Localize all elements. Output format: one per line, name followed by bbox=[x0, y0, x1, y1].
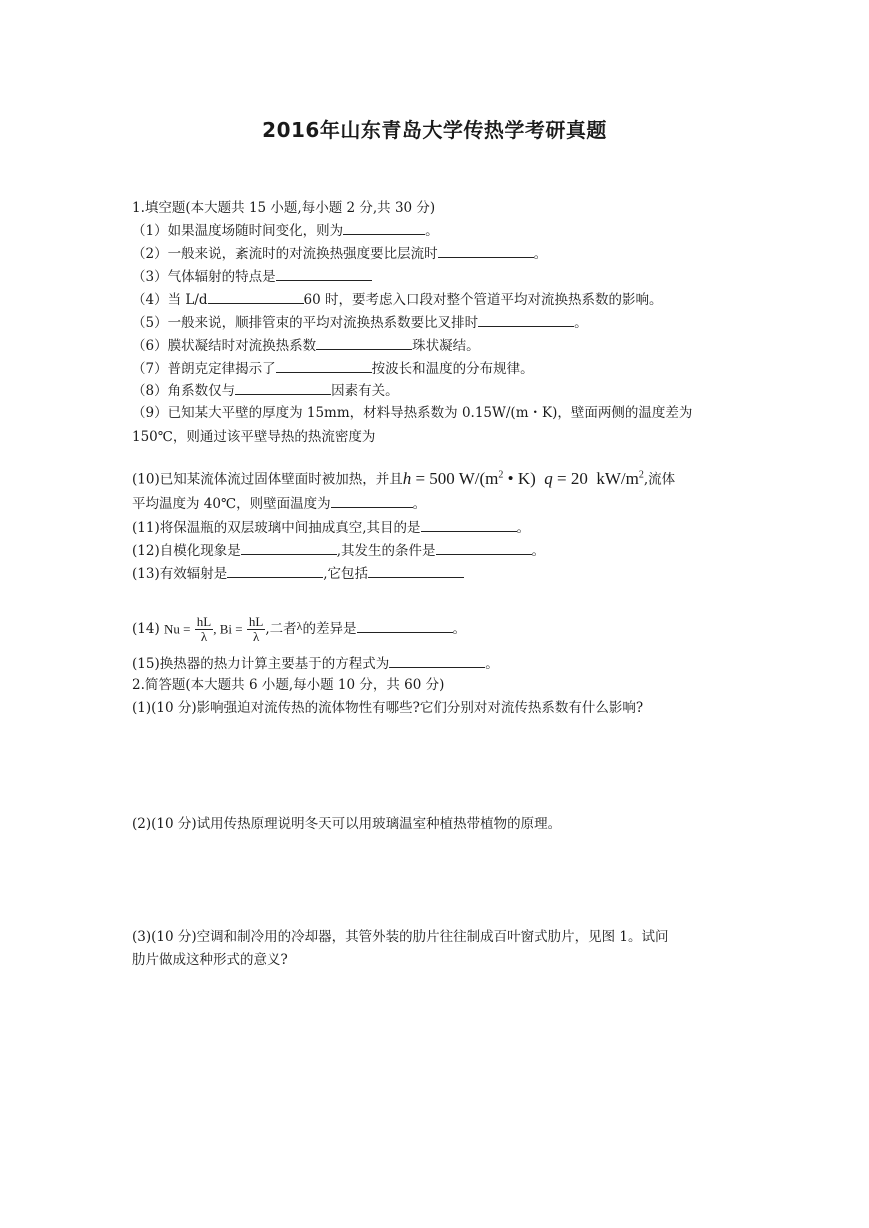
answer-blank[interactable] bbox=[241, 541, 337, 555]
answer-blank[interactable] bbox=[421, 518, 517, 532]
question-2-3-line1: (3)(10 分)空调和制冷用的冷却器，其管外装的肋片往往制成百叶窗式肋片，见图 1。试问 bbox=[132, 929, 669, 945]
nusselt-formula: Nu = bbox=[164, 621, 191, 637]
question-1-1: （1）如果温度场随时间变化，则为 。 bbox=[132, 223, 439, 239]
fraction-hl-lambda: $\frac{hL}{\lambda}$ bbox=[196, 614, 212, 644]
question-1-11: (11)将保温瓶的双层玻璃中间抽成真空,其目的是 。 bbox=[132, 520, 531, 536]
question-1-14: (14) Nu = $\frac{hL}{\lambda}$ , Bi = $\frac{hL}{\lambda}$ ,二者λ的差异是 。 bbox=[132, 614, 466, 644]
question-1-13: (13)有效辐射是 ,它包括 bbox=[132, 564, 464, 583]
question-1-10: (10)已知某流体流过固体壁面时被加热，并且h = 500 $W/(m^2$ • K) q = 20 $kW/m^2$,流体 bbox=[132, 468, 676, 488]
answer-blank[interactable] bbox=[276, 267, 372, 281]
question-2-1: (1)(10 分)影响强迫对流传热的流体物性有哪些?它们分别对对流传热系数有什么影响? bbox=[132, 700, 644, 716]
question-1-10-line2: 平均温度为 40℃，则壁面温度为 。 bbox=[132, 496, 427, 512]
question-1-2: （2）一般来说，紊流时的对流换热强度要比层流时 。 bbox=[132, 246, 548, 262]
question-1-8: （8）角系数仅与 因素有关。 bbox=[132, 383, 399, 399]
answer-blank[interactable] bbox=[343, 221, 425, 235]
question-1-12: (12)自模化现象是 ,其发生的条件是 。 bbox=[132, 543, 546, 559]
answer-blank[interactable] bbox=[357, 619, 453, 633]
question-1-9-line2: 150℃，则通过该平壁导热的热流密度为 bbox=[132, 429, 376, 445]
answer-blank[interactable] bbox=[235, 381, 331, 395]
answer-blank[interactable] bbox=[276, 359, 372, 373]
answer-blank[interactable] bbox=[368, 564, 464, 578]
question-1-6: （6）膜状凝结时对流换热系数 珠状凝结。 bbox=[132, 338, 480, 354]
fraction-hl-lambda: $\frac{hL}{\lambda}$ bbox=[248, 614, 264, 644]
answer-blank[interactable] bbox=[208, 290, 304, 304]
question-1-9-line1: （9）已知某大平壁的厚度为 15mm，材料导热系数为 0.15W/(m・K)，壁面两侧的温度差为 bbox=[132, 405, 693, 421]
answer-blank[interactable] bbox=[316, 336, 412, 350]
question-1-5: （5）一般来说，顺排管束的平均对流换热系数要比叉排时 。 bbox=[132, 315, 588, 331]
section1-header: 1.填空题(本大题共 15 小题,每小题 2 分,共 30 分) bbox=[132, 200, 436, 216]
question-1-4: （4）当 L/d 60 时，要考虑入口段对整个管道平均对流换热系数的影响。 bbox=[132, 292, 663, 308]
answer-blank[interactable] bbox=[227, 564, 323, 578]
heat-transfer-formula: h = 500 $W/(m^2$ • K) q = 20 $kW/m^2$ bbox=[402, 468, 644, 488]
question-2-2: (2)(10 分)试用传热原理说明冬天可以用玻璃温室种植热带植物的原理。 bbox=[132, 816, 562, 832]
question-1-7: （7）普朗克定律揭示了 按波长和温度的分布规律。 bbox=[132, 361, 534, 377]
answer-blank[interactable] bbox=[331, 494, 413, 508]
answer-blank[interactable] bbox=[436, 541, 532, 555]
section2-header: 2.简答题(本大题共 6 小题,每小题 10 分，共 60 分) bbox=[132, 677, 445, 693]
question-1-3: （3）气体辐射的特点是 bbox=[132, 267, 372, 286]
answer-blank[interactable] bbox=[438, 244, 534, 258]
question-2-3-line2: 肋片做成这种形式的意义? bbox=[132, 952, 288, 968]
answer-blank[interactable] bbox=[389, 654, 485, 668]
page-title: 2016年山东青岛大学传热学考研真题 bbox=[262, 118, 607, 142]
question-1-15: (15)换热器的热力计算主要基于的方程式为 。 bbox=[132, 656, 499, 672]
answer-blank[interactable] bbox=[478, 313, 574, 327]
